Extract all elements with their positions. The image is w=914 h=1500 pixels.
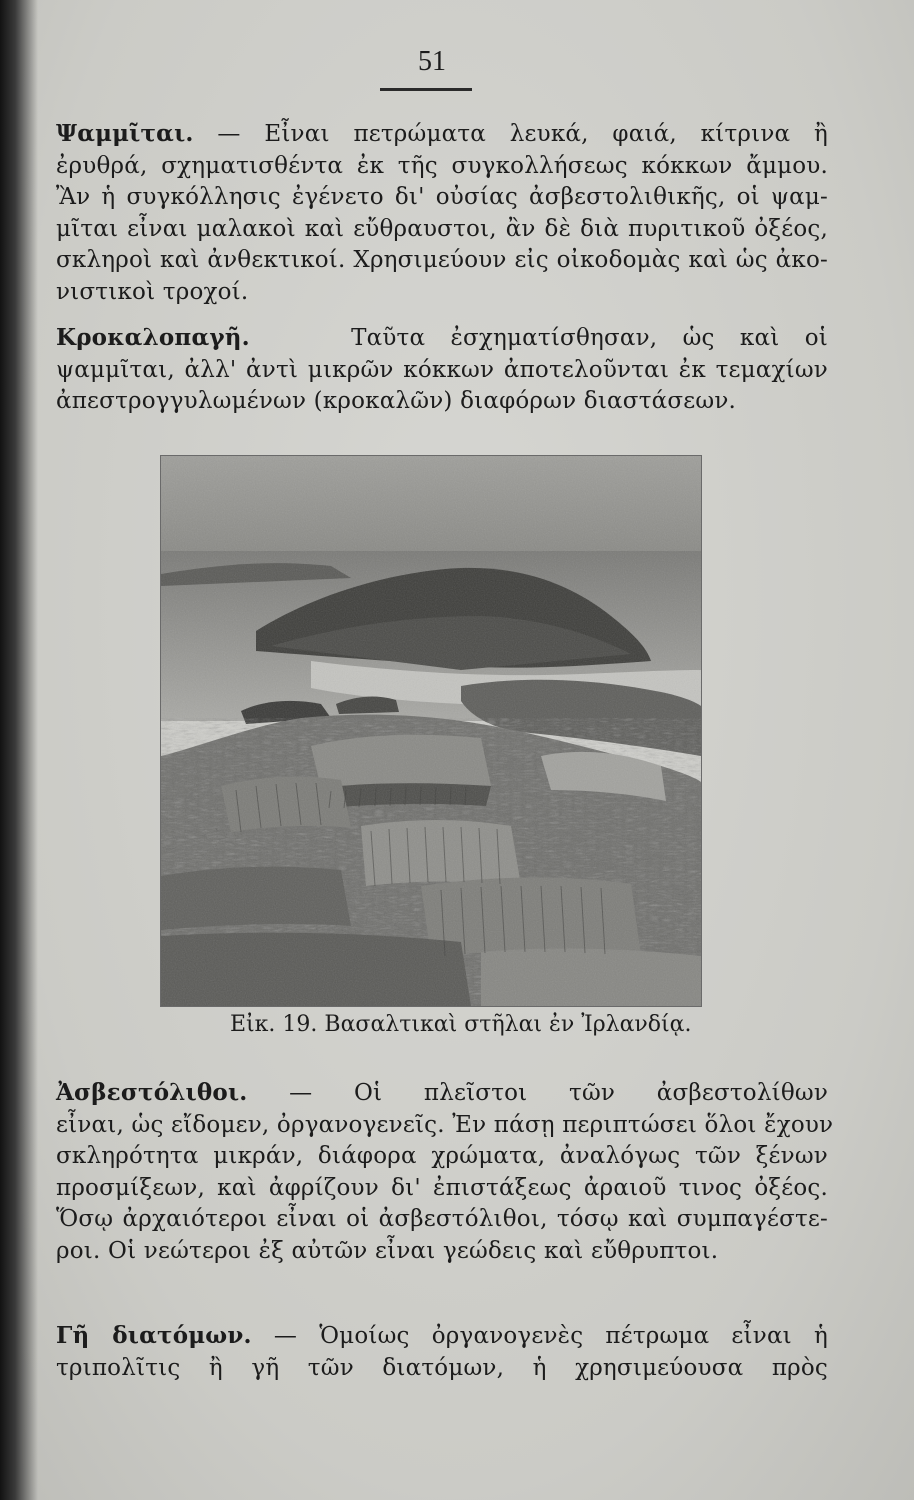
section-heading: Ἀσβεστόλιθοι. [56,1079,248,1106]
text-line [56,118,828,151]
text-line: σκληρότητα μικράν, διάφορα χρώματα, ἀναλόγως τῶν ξένων [56,1143,828,1169]
figure-basalt-columns [160,455,702,1007]
page-number: 51 [418,46,446,77]
figure-caption: Εἰκ. 19. Βασαλτικαὶ στῆλαι ἐν Ἰρλανδίᾳ. [230,1012,692,1037]
section-heading: Ψαμμῖται. [56,120,194,147]
text-line: μῖται εἶναι μαλακοὶ καὶ εὔθραυστοι, ἂν δὲ διὰ πυριτικοῦ ὀξέος, [56,215,828,242]
text-line: ἐρυθρά, σχηματισθέντα ἐκ τῆς συγκολλήσεως κόκκων ἄμμου. [56,152,828,179]
text-line: ψαμμῖται, ἀλλ' ἀντὶ μικρῶν κόκκων ἀποτελοῦνται ἐκ τεμαχίων [56,356,828,383]
section-heading: Γῆ διατόμων. [56,1322,252,1349]
text-fragment: — Ὁμοίως ὀργανογενὲς πέτρωμα εἶναι ἡ [273,1323,828,1349]
text-fragment: — Εἶναι πετρώματα λευκά, φαιά, κίτρινα ἢ [217,121,828,147]
text-line: Ὅσῳ ἀρχαιότεροι εἶναι οἱ ἀσβεστόλιθοι, τόσῳ καὶ συμπαγέστε- [56,1206,828,1232]
paragraph-psammites [56,118,828,308]
text-line: ροι. Οἱ νεώτεροι ἐξ αὐτῶν εἶναι γεώδεις καὶ εὔθρυπτοι. [56,1237,719,1264]
page-number-rule [380,88,472,91]
text-line [56,1320,828,1353]
text-line [56,322,828,355]
text-line: εἶναι, ὡς εἴδομεν, ὀργανογενεῖς. Ἐν πάσῃ περιπτώσει ὅλοι ἔχουν [56,1111,834,1138]
text-line: προσμίξεων, καὶ ἀφρίζουν δι' ἐπιστάξεως ἀραιοῦ τινος ὀξέος. [56,1174,828,1201]
text-line: νιστικοὶ τροχοί. [56,278,249,305]
paragraph-conglomerates [56,322,828,418]
text-line: Ἂν ἡ συγκόλλησις ἐγένετο δι' οὐσίας ἀσβεστολιθικῆς, οἱ ψαμ- [56,184,828,210]
text-line: ἀπεστρογγυλωμένων (κροκαλῶν) διαφόρων διαστάσεων. [56,388,737,414]
text-line: τριπολῖτις ἢ γῆ τῶν διατόμων, ἡ χρησιμεύουσα πρὸς [56,1354,828,1381]
section-heading: Κροκαλοπαγῆ. [56,324,250,351]
basalt-landscape-photo [161,456,701,1006]
paragraph-limestones [56,1077,834,1267]
binding-shadow [0,0,38,1500]
text-fragment: — Οἱ πλεῖστοι τῶν ἀσβεστολίθων [289,1080,829,1106]
paragraph-diatomite [56,1320,828,1384]
text-line [56,1077,828,1110]
text-fragment: Ταῦτα ἐσχηματίσθησαν, ὡς καὶ οἱ [351,325,828,351]
text-line: σκληροὶ καὶ ἀνθεκτικοί. Χρησιμεύουν εἰς οἰκοδομὰς καὶ ὡς ἀκο- [56,247,828,273]
